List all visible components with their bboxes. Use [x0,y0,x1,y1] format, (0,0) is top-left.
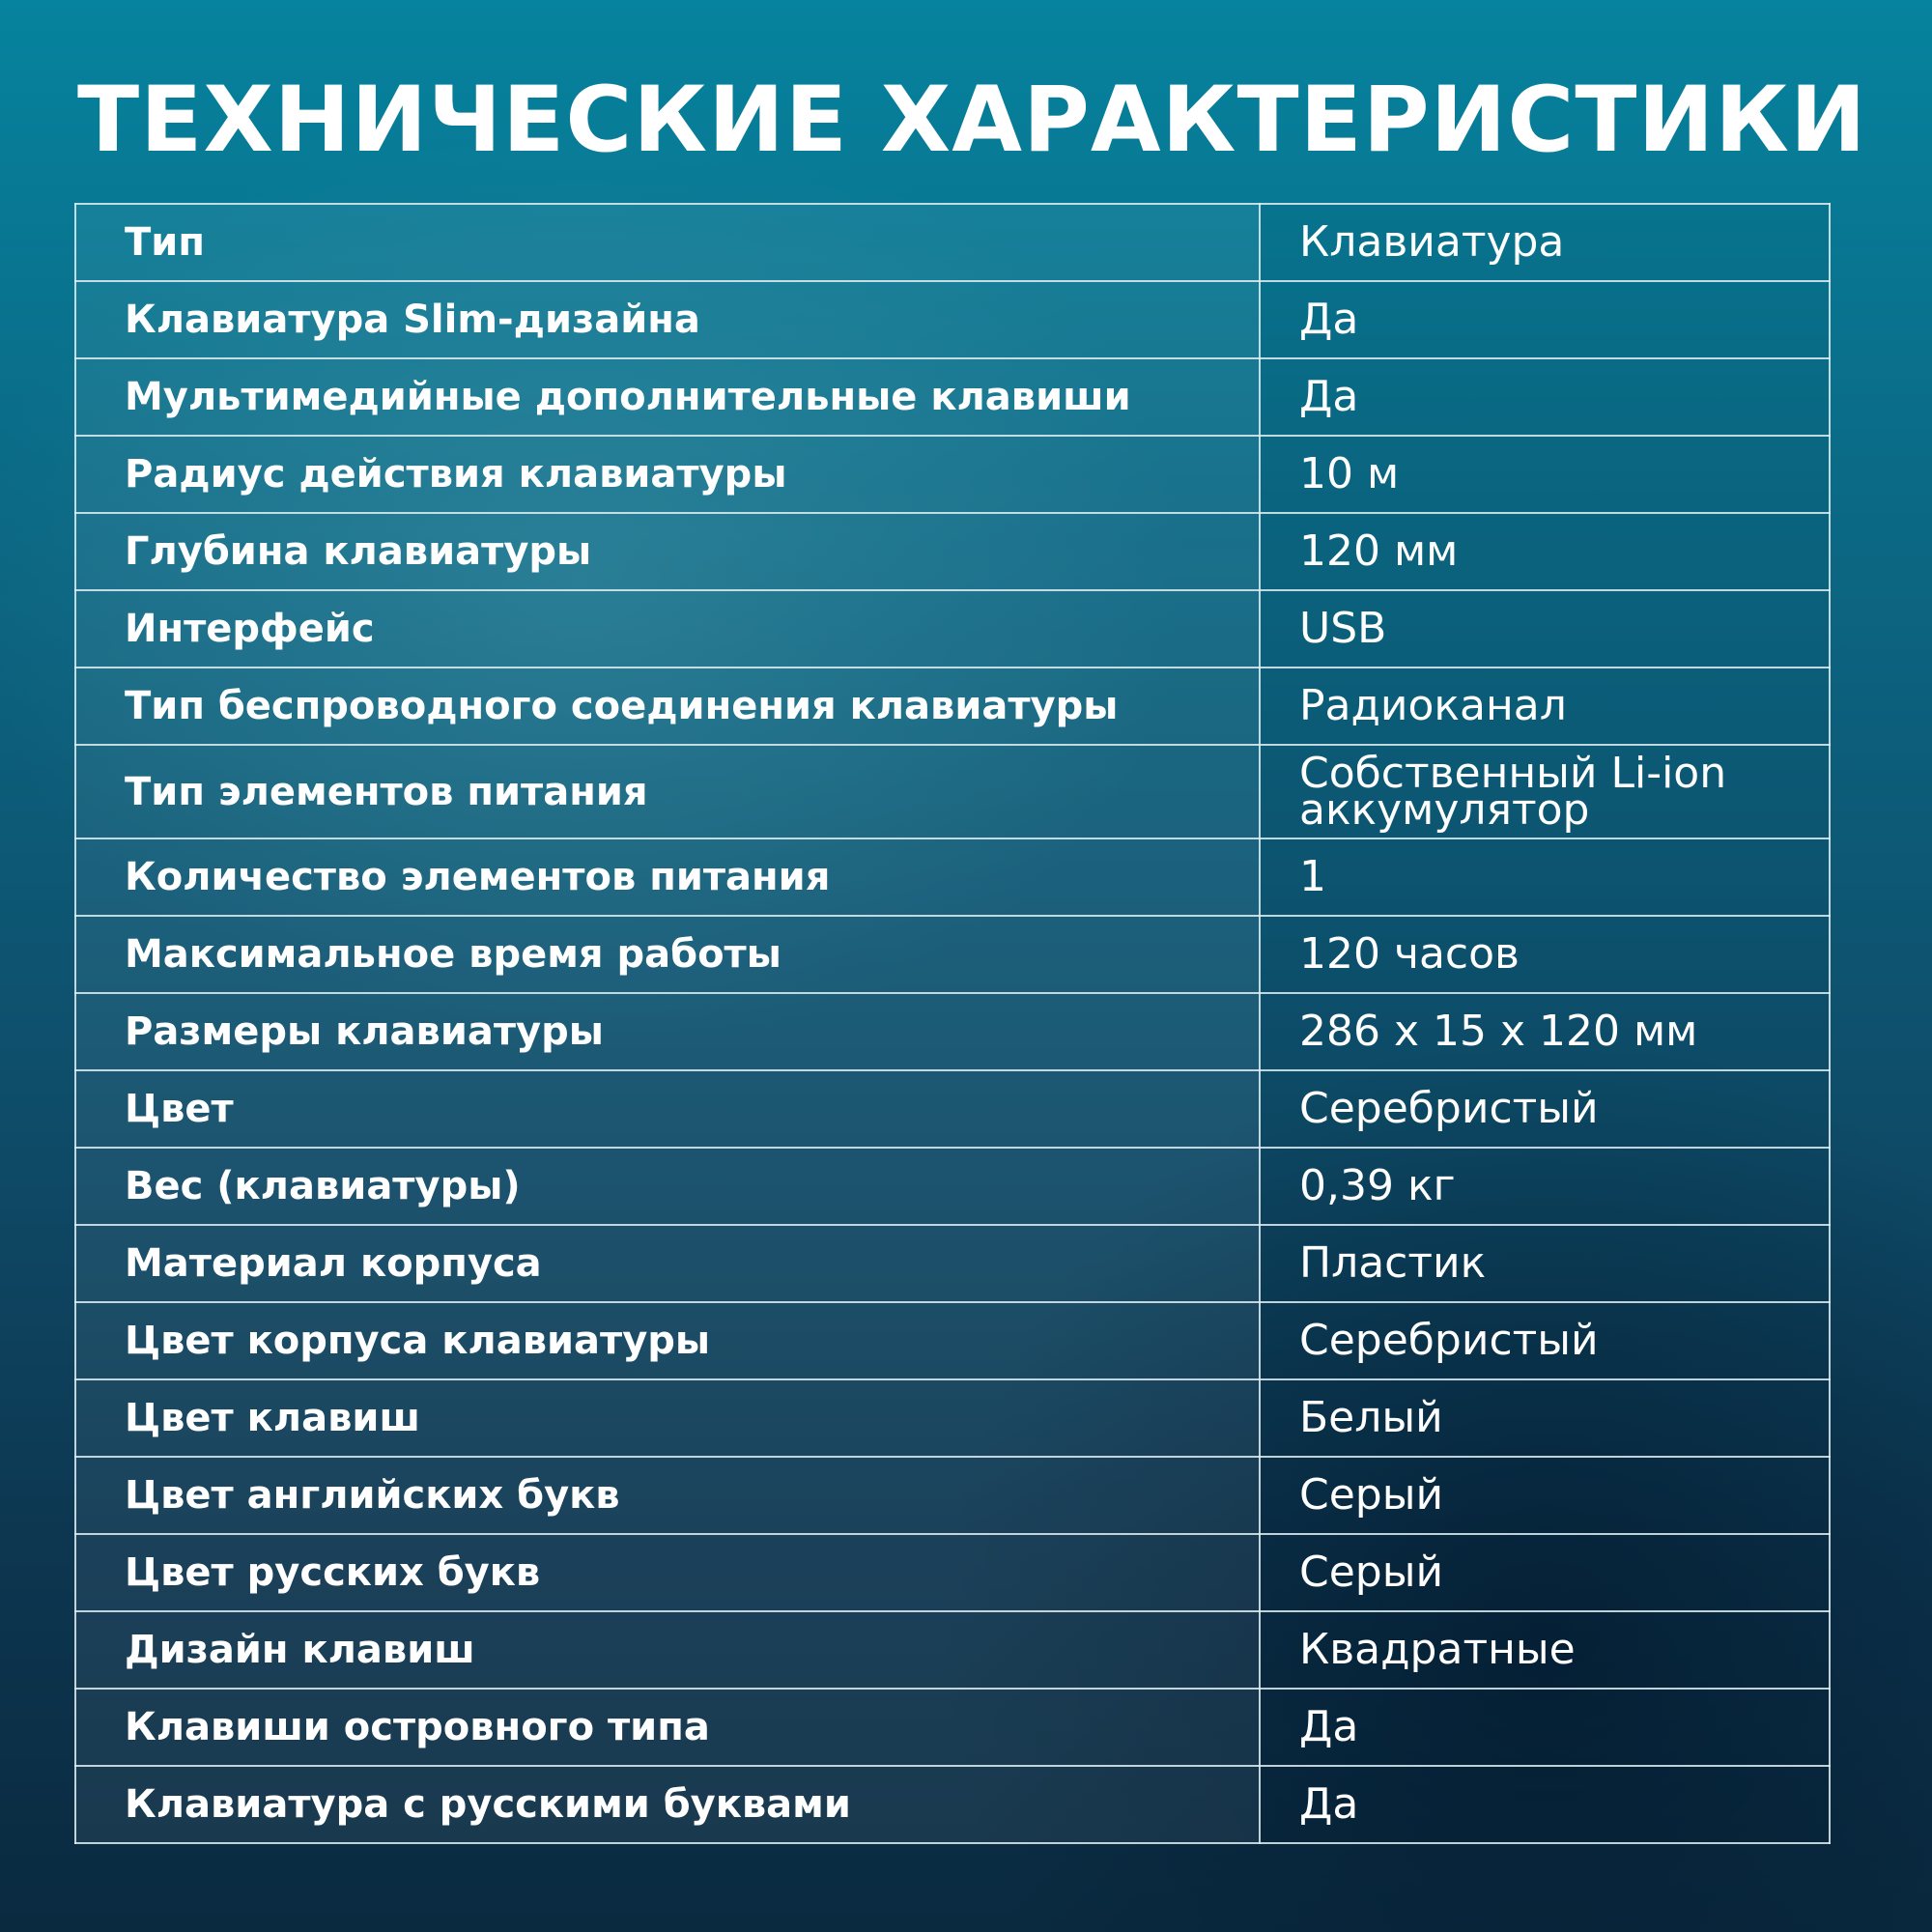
spec-value: Да [1260,358,1830,436]
spec-name: Цвет английских букв [75,1457,1260,1534]
spec-name: Размеры клавиатуры [75,993,1260,1070]
spec-name: Цвет клавиш [75,1379,1260,1457]
table-row [75,513,1830,590]
spec-name: Цвет корпуса клавиатуры [75,1302,1260,1379]
specs-table [74,203,1831,1844]
table-row [75,838,1830,916]
table-row [75,1070,1830,1148]
table-row [75,358,1830,436]
spec-value: 286 x 15 x 120 мм [1260,993,1830,1070]
spec-name: Тип [75,204,1260,281]
spec-value: Пластик [1260,1225,1830,1302]
table-row [75,1766,1830,1843]
spec-name: Клавиатура Slim-дизайна [75,281,1260,358]
spec-name: Мультимедийные дополнительные клавиши [75,358,1260,436]
spec-name: Материал корпуса [75,1225,1260,1302]
spec-name: Тип беспроводного соединения клавиатуры [75,668,1260,745]
spec-value: Серебристый [1260,1070,1830,1148]
table-row [75,1148,1830,1225]
spec-name: Дизайн клавиш [75,1611,1260,1689]
table-row [75,1225,1830,1302]
spec-value: Серый [1260,1534,1830,1611]
table-row [75,590,1830,668]
table-row [75,745,1830,838]
spec-name: Глубина клавиатуры [75,513,1260,590]
table-row [75,1611,1830,1689]
spec-value: Клавиатура [1260,204,1830,281]
spec-value: Да [1260,1766,1830,1843]
table-row [75,1457,1830,1534]
spec-name: Интерфейс [75,590,1260,668]
spec-value: Белый [1260,1379,1830,1457]
spec-value: 1 [1260,838,1830,916]
spec-value: Да [1260,1689,1830,1766]
spec-value: Серебристый [1260,1302,1830,1379]
spec-value-line: Собственный Li-ion [1299,749,1727,799]
table-row [75,204,1830,281]
table-row [75,281,1830,358]
spec-value: 0,39 кг [1260,1148,1830,1225]
table-row [75,1689,1830,1766]
spec-value: Квадратные [1260,1611,1830,1689]
table-row [75,1379,1830,1457]
spec-value: 120 мм [1260,513,1830,590]
spec-name: Количество элементов питания [75,838,1260,916]
spec-name: Вес (клавиатуры) [75,1148,1260,1225]
spec-value: USB [1260,590,1830,668]
spec-value: Радиоканал [1260,668,1830,745]
spec-name: Максимальное время работы [75,916,1260,993]
spec-name: Цвет [75,1070,1260,1148]
spec-value: Да [1260,281,1830,358]
spec-name: Тип элементов питания [75,745,1260,838]
spec-value: 10 м [1260,436,1830,513]
spec-value: Серый [1260,1457,1830,1534]
page-title: ТЕХНИЧЕСКИЕ ХАРАКТЕРИСТИКИ [77,68,1867,173]
table-row [75,668,1830,745]
spec-value [1260,745,1830,838]
spec-name: Клавиши островного типа [75,1689,1260,1766]
spec-value: 120 часов [1260,916,1830,993]
spec-name: Радиус действия клавиатуры [75,436,1260,513]
spec-name: Клавиатура с русскими буквами [75,1766,1260,1843]
table-row [75,993,1830,1070]
table-row [75,916,1830,993]
table-row [75,436,1830,513]
spec-value-line: аккумулятор [1299,784,1590,835]
spec-name: Цвет русских букв [75,1534,1260,1611]
table-row [75,1534,1830,1611]
table-row [75,1302,1830,1379]
